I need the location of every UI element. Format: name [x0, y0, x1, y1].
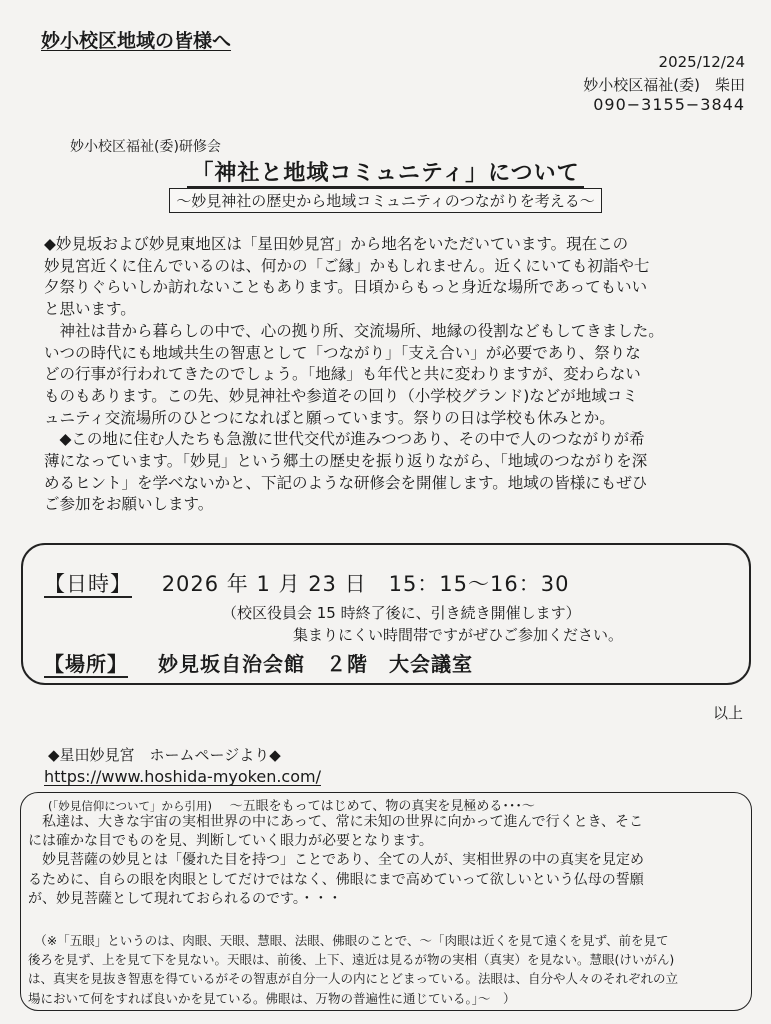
- event-date-label: 【日時】: [44, 572, 132, 596]
- body-line: ◆この地に住む人たちも急激に世代交代が進みつつあり、その中で人のつながりが希: [44, 430, 645, 449]
- quote-note: [28, 931, 748, 1008]
- quote-line: 私達は、大きな宇宙の実相世界の中にあって、常に未知の世界に向かって進んで行くとき、そこ: [28, 814, 644, 830]
- homepage-heading: ◆星田妙見宮 ホームページより◆: [48, 746, 281, 764]
- quote-note-line: （※「五眼」というのは、肉眼、天眼、慧眼、法眼、佛眼のことで、〜「肉眼は近くを見て遠くを見ず、前を見て: [28, 933, 669, 948]
- quote-source: (「妙見信仰について」から引用): [48, 799, 212, 813]
- quote-header: [48, 795, 535, 814]
- sender-name: 妙小校区福祉(委) 柴田: [583, 76, 745, 94]
- quote-note-line: 場において何をすれば良いかを見ている。佛眼は、万物の普遍性に通じている。｣〜 ）: [28, 990, 516, 1006]
- quote-note-line: 後ろを見ず、上を見て下を見ない。天眼は、前後、上下、遠近は見るが物の実相（真実）を見ない。慧眼(けいがん): [28, 952, 675, 968]
- sender-phone: 090−3155−3844: [593, 95, 745, 114]
- body-line: ご参加をお願いします。: [44, 495, 214, 514]
- quote-line: 妙見菩薩の妙見とは「優れた目を持つ」ことであり、全ての人が、実相世界の中の真実を見定め: [28, 852, 644, 869]
- issue-date: 2025/12/24: [658, 53, 745, 71]
- closing-remark: 以上: [712, 704, 743, 722]
- event-place-value: 妙見坂自治会館 ２階 大会議室: [157, 652, 473, 676]
- document-title-text: 「神社と地域コミュニティ」について: [187, 161, 583, 188]
- body-line: 妙見宮近くに住んでいるのは、何かの「ご縁」かもしれません。近くにいても初詣や七: [44, 256, 650, 275]
- event-note-2: 集まりにくい時間帯ですがぜひご参加ください。: [293, 626, 624, 644]
- body-line: ュニティ交流場所のひとつになればと願っています。祭りの日は学校も休みとか。: [44, 408, 615, 427]
- event-place-label: 【場所】: [44, 652, 128, 676]
- body-line: 薄になっています。「妙見」という郷土の歴史を振り返りながら、「地域のつながりを深: [44, 452, 648, 471]
- body-line: 神社は昔から暮らしの中で、心の拠り所、交流場所、地縁の役割などもしてきました。: [44, 321, 664, 340]
- body-line: 夕祭りぐらいしか訪れないこともあります。日頃からもっと身近な場所であってもいい: [44, 278, 648, 297]
- quote-tagline: 〜五眼をもってはじめて、物の真実を見極める･･･〜: [229, 799, 535, 814]
- quote-body: [28, 813, 748, 909]
- event-date-value: 2026 年 1 月 23 日 15：15〜16：30: [161, 572, 570, 596]
- event-note-1: （校区役員会 15 時終了後に、引き続き開催します）: [222, 604, 581, 622]
- subtitle-wrap: [0, 188, 771, 213]
- body-text: [44, 234, 759, 516]
- quote-line: には確かな目でものを見、判断していく眼力が必要となります。: [28, 833, 433, 850]
- body-line: ものもあります。この先、妙見神社や参道その回り（小学校グランド)などが地域コミ: [44, 386, 638, 405]
- homepage-url[interactable]: https://www.hoshida-myoken.com/: [44, 767, 321, 786]
- body-line: ◆妙見坂および妙見東地区は「星田妙見宮」から地名をいただいています。現在この: [44, 235, 629, 253]
- body-line: めるヒント」を学べないかと、下記のような研修会を開催します。地域の皆様にもぜひ: [44, 473, 648, 492]
- quote-line: が、妙見菩薩として現れておられるのです。・・・: [28, 890, 342, 907]
- body-line: どの行事が行われてきたのでしょう。「地縁」も年代と共に変わりますが、変わらない: [44, 365, 641, 384]
- body-line: と思います。: [44, 300, 136, 319]
- event-date-row: [44, 568, 569, 598]
- quote-line: るために、自らの眼を肉眼としてだけではなく、佛眼にまで高めていって欲しいという仏母の誓願: [28, 871, 644, 888]
- body-line: いつの時代にも地域共生の智恵として「つながり」「支え合い」が必要であり、祭りな: [44, 343, 641, 362]
- event-place-row: [44, 648, 473, 677]
- addressee: 妙小校区地域の皆様へ: [41, 30, 232, 52]
- document-title: [0, 156, 771, 187]
- document-subtitle: 〜妙見神社の歴史から地域コミュニティのつながりを考える〜: [169, 188, 602, 213]
- quote-note-line: は、真実を見抜き智恵を得ているがその智恵が自分一人の内にとどまっている。法眼は、自分や人々のそれぞれの立: [28, 971, 679, 987]
- organizer-label: 妙小校区福祉(委)研修会: [70, 139, 221, 155]
